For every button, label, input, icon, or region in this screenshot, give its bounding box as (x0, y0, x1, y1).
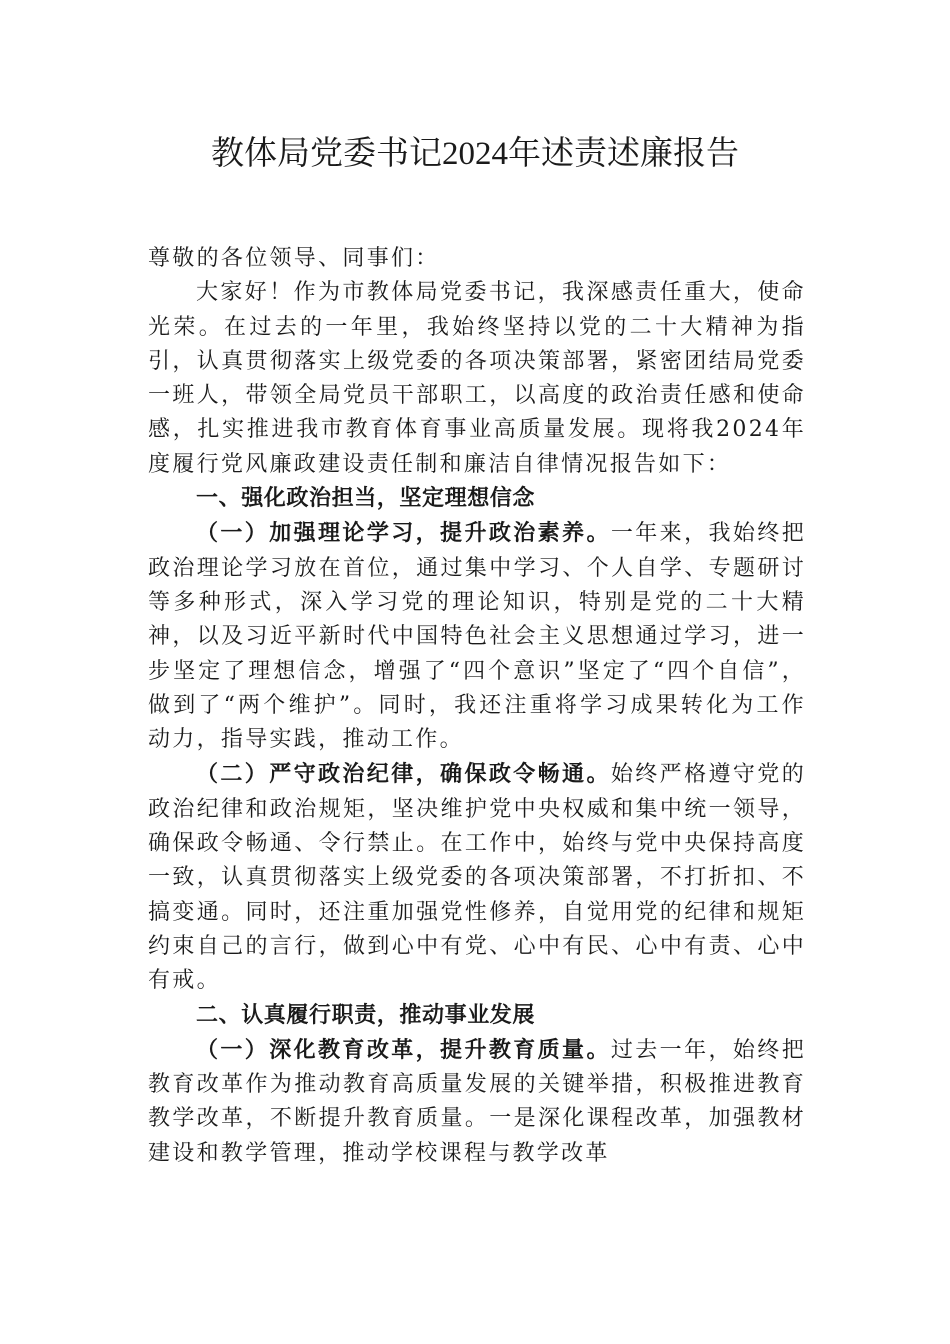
salutation: 尊敬的各位领导、同事们： (148, 246, 440, 271)
section-heading-1: 一、强化政治担当，坚定理想信念 (196, 486, 536, 512)
subsection-1-2 (148, 757, 806, 998)
section-heading-2: 二、认真履行职责，推动事业发展 (196, 1002, 536, 1028)
subsection-2-1 (148, 1033, 806, 1171)
document-title (0, 128, 950, 179)
subsection-1-2-text: 始终严格遵守党的政治纪律和政治规矩，坚决维护党中央权威和集中统一领导，确保政令畅通、令行禁止。在工作中，始终与党中央保持高度一致，认真贯彻落实上级党委的各项决策部署，不打折扣、不搞变通。同时，还注重加强党性修养，自觉用党的纪律和规矩约束自己的言行，做到心中有党、心中有民、心中有责、心中有戒。 (148, 762, 807, 994)
paragraph-intro: 大家好！作为市教体局党委书记，我深感责任重大，使命光荣。在过去的一年里，我始终坚持以党的二十大精神为指引，认真贯彻落实上级党委的各项决策部署，紧密团结局党委一班人，带领全局党员干部职工，以高度的政治责任感和使命感，扎实推进我市教育体育事业高质量发展。现将我2024年度履行党风廉政建设责任制和廉洁自律情况报告如下： (148, 280, 806, 477)
subsection-2-1-text: 过去一年，始终把教育改革作为推动教育高质量发展的关键举措，积极推进教育教学改革，不断提升教育质量。一是深化课程改革，加强教材建设和教学管理，推动学校课程与教学改革 (148, 1037, 807, 1166)
subsection-1-1-text: 一年来，我始终把政治理论学习放在首位，通过集中学习、个人自学、专题研讨等多种形式，深入学习党的理论知识，特别是党的二十大精神，以及习近平新时代中国特色社会主义思想通过学习，进一步坚定了理想信念，增强了“四个意识”坚定了“四个自信”，做到了“两个维护”。同时，我还注重将学习成果转化为工作动力，指导实践，推动工作。 (148, 521, 807, 753)
subsection-2-1-lead: （一）深化教育改革，提升教育质量。 (196, 1036, 611, 1063)
subsection-1-2-lead: （二）严守政治纪律，确保政令畅通。 (196, 761, 611, 788)
title-prefix: 教体局党委书记 (211, 133, 442, 172)
title-year: 2024 (442, 136, 508, 172)
subsection-1-1-lead: （一）加强理论学习，提升政治素养。 (196, 520, 611, 547)
document-body (148, 242, 806, 1171)
title-suffix: 年述责述廉报告 (508, 133, 739, 172)
subsection-1-1 (148, 516, 806, 757)
